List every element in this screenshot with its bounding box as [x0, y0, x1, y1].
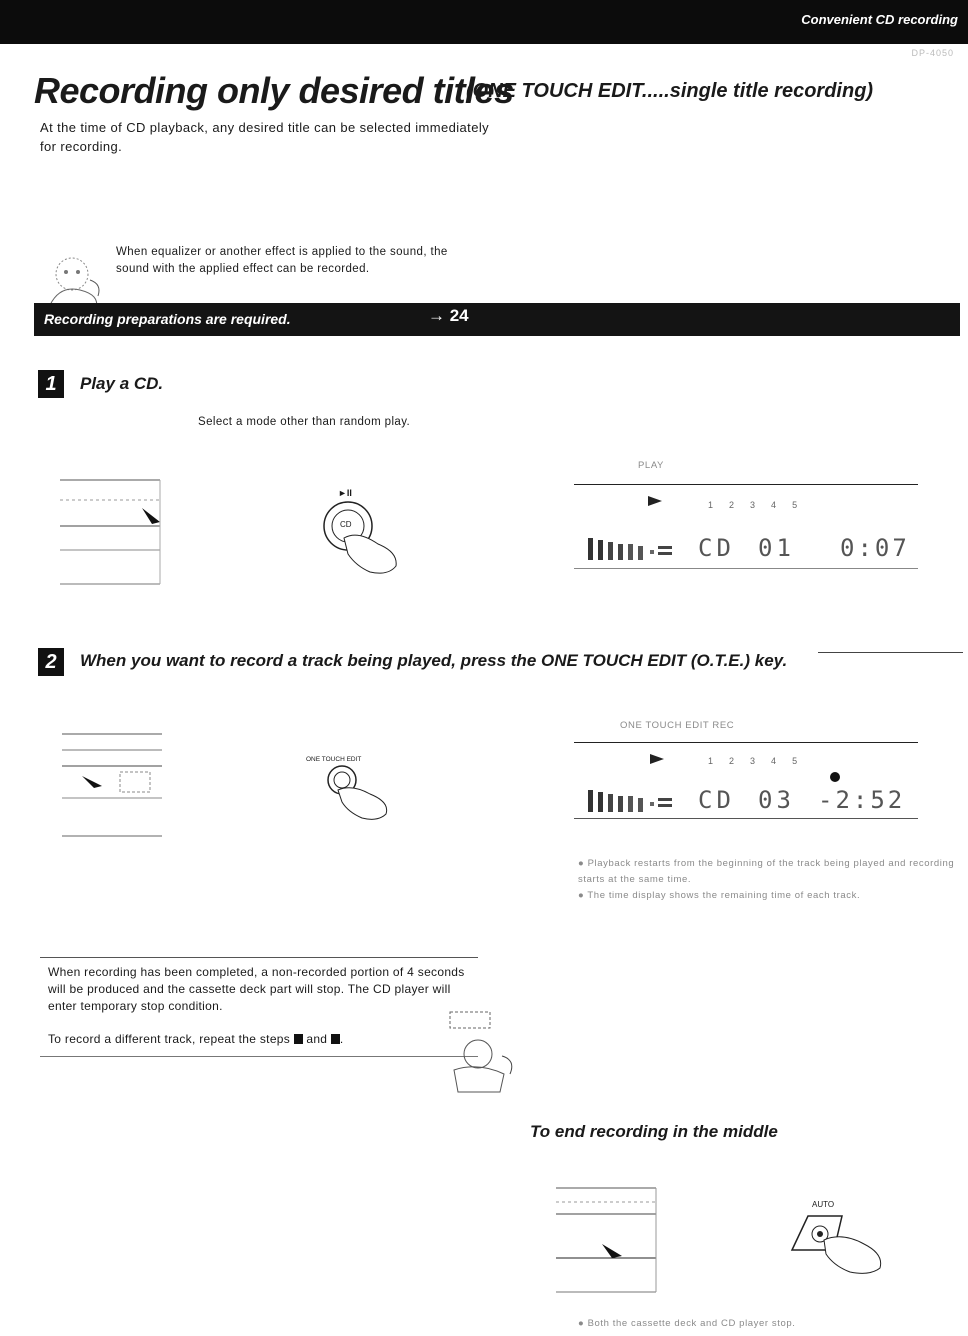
display2-time: -2:52 [818, 786, 906, 814]
model-code: DP-4050 [911, 48, 954, 58]
display1-source: CD [698, 534, 735, 562]
track-num-2: 2 [729, 500, 751, 510]
step1-number: 1 [38, 370, 64, 398]
prep-bar-label: Recording preparations are required. [44, 311, 291, 327]
step2-bullet-2: ● The time display shows the remaining time of each track. [578, 890, 861, 901]
play-indicator-icon [648, 494, 668, 508]
character-illustration-icon [30, 250, 110, 310]
completion-note-text [48, 964, 478, 1048]
repeat-steps-and: and [306, 1032, 328, 1046]
step2-display-label: ONE TOUCH EDIT REC [620, 720, 735, 731]
play-pause-symbol: ►II [338, 488, 352, 498]
track-num-5: 5 [792, 756, 814, 766]
track-num-4: 4 [771, 500, 793, 510]
step1-instruction: Select a mode other than random play. [198, 416, 411, 428]
level-meter-icon [588, 536, 688, 562]
step1-display-label: PLAY [638, 460, 664, 471]
play-indicator-icon [650, 752, 670, 766]
auto-button-label: AUTO [812, 1200, 835, 1209]
end-recording-bullet: ● Both the cassette deck and CD player stop. [578, 1318, 796, 1329]
step2-bullet-1: ● Playback restarts from the beginning of the track being played and recording starts at the same time. [578, 858, 955, 885]
end-recording-heading: To end recording in the middle [530, 1122, 778, 1141]
display1-bottom-rule [574, 568, 918, 569]
repeat-steps-suffix: . [339, 1032, 344, 1046]
step2-bullet-2-text: The time display shows the remaining time of each track. [587, 890, 861, 901]
track-num-2: 2 [729, 756, 751, 766]
step2-bullet-1-text: Playback restarts from the beginning of the track being played and recording starts at the same time. [578, 858, 955, 885]
level-meter-icon [588, 788, 688, 814]
section-label: Convenient CD recording [801, 12, 958, 27]
step1-track-numbers [708, 500, 813, 510]
step2-heading-rule [818, 652, 963, 653]
effect-note: When equalizer or another effect is applied to the sound, the sound with the applied effect can be recorded. [116, 246, 448, 275]
step1-device-panel-icon [60, 478, 170, 588]
display1-track: 01 [758, 534, 795, 562]
repeat-steps-prefix: To record a different track, repeat the steps [48, 1032, 291, 1046]
completion-note-line2 [48, 1031, 478, 1048]
page-title: Recording only desired titles [34, 70, 514, 111]
track-num-3: 3 [750, 756, 772, 766]
display2-track: 03 [758, 786, 795, 814]
display1-time: 0:07 [840, 534, 910, 562]
intro-text: At the time of CD playback, any desired title can be selected immediately for recording. [40, 120, 490, 154]
display1-top-rule [574, 484, 918, 485]
track-num-3: 3 [750, 500, 772, 510]
step1-heading: Play a CD. [80, 374, 164, 393]
end-recording-bullet-text: Both the cassette deck and CD player stop. [587, 1318, 796, 1329]
display2-top-rule [574, 742, 918, 743]
track-num-5: 5 [792, 500, 814, 510]
step2-number: 2 [38, 648, 64, 676]
completion-note-line1: When recording has been completed, a non-recorded portion of 4 seconds will be produced and the cassette deck part will stop. The CD player will enter temporary stop condition. [48, 965, 465, 1013]
cd-play-button[interactable] [318, 500, 408, 580]
step2-track-numbers [708, 756, 813, 766]
auto-stop-button[interactable] [784, 1210, 894, 1280]
one-touch-edit-button[interactable] [320, 764, 400, 824]
prep-bar-page-ref: → 24 [428, 306, 469, 325]
end-device-panel-icon [556, 1186, 666, 1296]
step2-heading: When you want to record a track being played, press the ONE TOUCH EDIT (O.T.E.) key. [80, 651, 788, 670]
character-with-tape-illustration-icon [440, 1010, 520, 1094]
step1-ref-icon [294, 1034, 303, 1044]
track-num-1: 1 [708, 756, 730, 766]
step2-ref-icon [331, 1034, 340, 1044]
step2-device-panel-icon [62, 732, 172, 842]
record-indicator-icon [828, 770, 842, 784]
cd-button-label: CD [340, 520, 352, 529]
track-num-4: 4 [771, 756, 793, 766]
display2-bottom-rule [574, 818, 918, 819]
page-subtitle: (ONE TOUCH EDIT.....single title recording) [466, 80, 874, 102]
track-num-1: 1 [708, 500, 730, 510]
ote-button-label: ONE TOUCH EDIT [306, 756, 362, 763]
display2-source: CD [698, 786, 735, 814]
